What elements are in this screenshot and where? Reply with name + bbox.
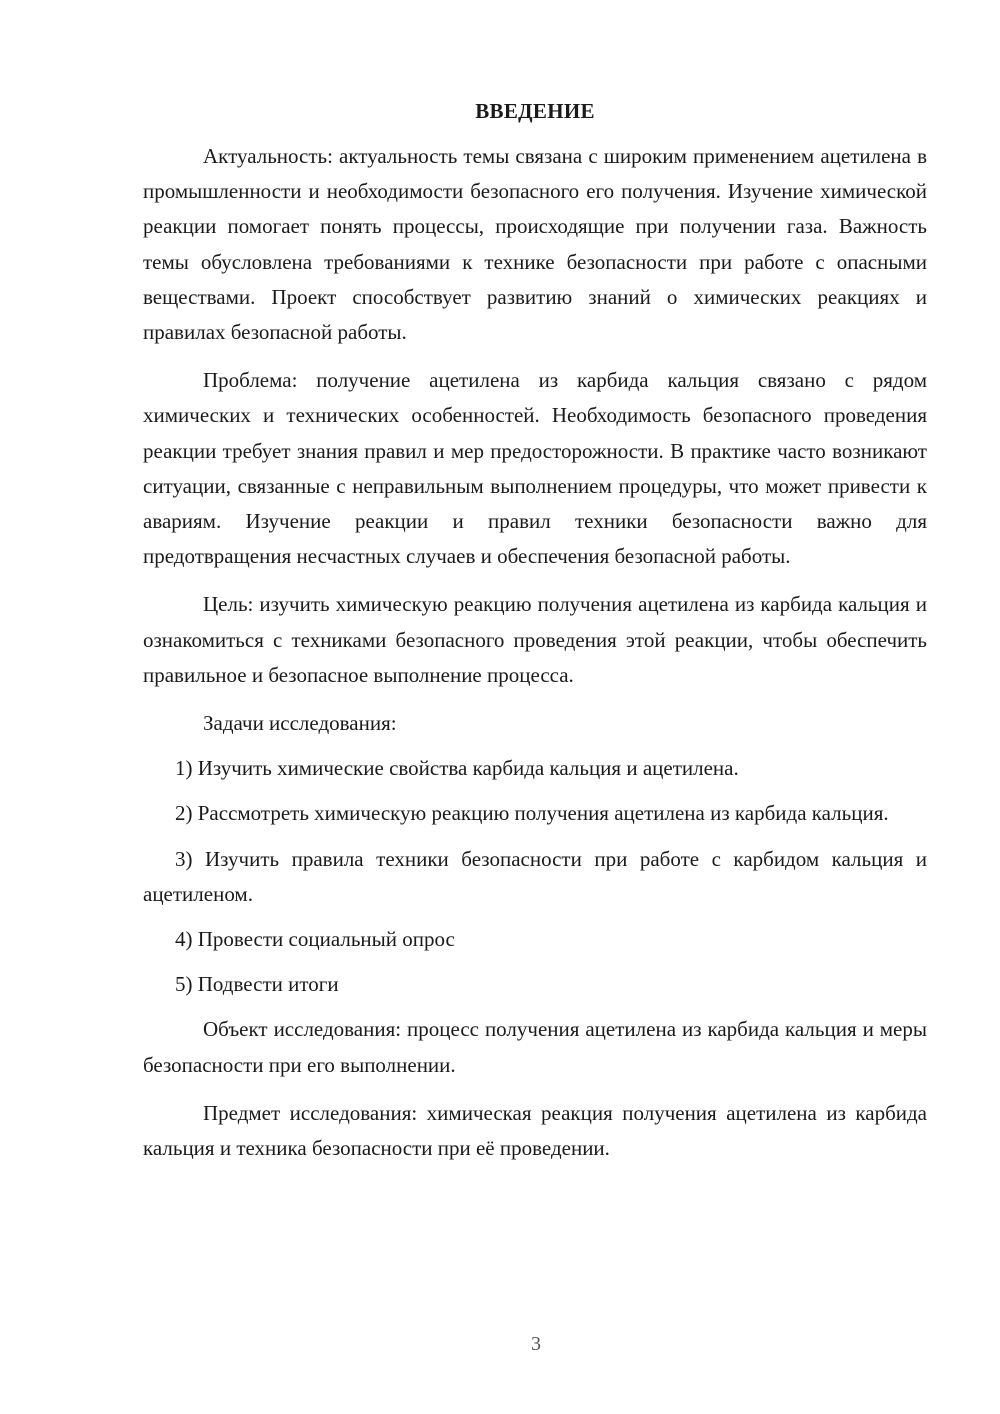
task-item-5: 5) Подвести итоги (175, 972, 339, 997)
goal-paragraph: Цель: изучить химическую реакцию получения ацетилена из карбида кальция и ознакомиться с техниками безопасного проведения этой реакции, чтобы обеспечить правильное и безопасное выполнение процесса. (143, 592, 927, 687)
task-item-4: 4) Провести социальный опрос (175, 927, 455, 952)
page-number: 3 (531, 1333, 541, 1355)
task-item-1: 1) Изучить химические свойства карбида кальция и ацетилена. (175, 756, 739, 781)
object-paragraph: Объект исследования: процесс получения ацетилена из карбида кальция и меры безопасности при его выполнении. (143, 1017, 927, 1077)
subject-paragraph: Предмет исследования: химическая реакция получения ацетилена из карбида кальция и техника безопасности при её проведении. (143, 1100, 927, 1161)
tasks-heading: Задачи исследования: (203, 711, 397, 736)
task-item-3: 3) Изучить правила техники безопасности при работе с карбидом кальция и ацетиленом. (143, 846, 927, 906)
problem-paragraph: Проблема: получение ацетилена из карбида кальция связано с рядом химических и технических особенностей. Необходимость безопасного проведения реакции требует знания правил и мер предосторожности. В практике часто возникают ситуации, связанные с неправильным выполнением процедуры, что может привести к авариям. Изучение реакции и правил техники безопасности важно для предотвращения несчастных случаев и обеспечения безопасной работы. (143, 368, 927, 569)
task-item-2: 2) Рассмотреть химическую реакцию получения ацетилена из карбида кальция. (175, 801, 889, 826)
relevance-paragraph: Актуальность: актуальность темы связана с широким применением ацетилена в промышленности и необходимости безопасного его получения. Изучение химической реакции помогает понять процессы, происходящие при получении газа. Важность темы обусловлена требованиями к технике безопасности при работе с опасными веществами. Проект способствует развитию знаний о химических реакциях и правилах безопасной работы. (143, 144, 927, 345)
section-heading: ВВЕДЕНИЕ (475, 99, 595, 123)
page-content (143, 96, 927, 1179)
